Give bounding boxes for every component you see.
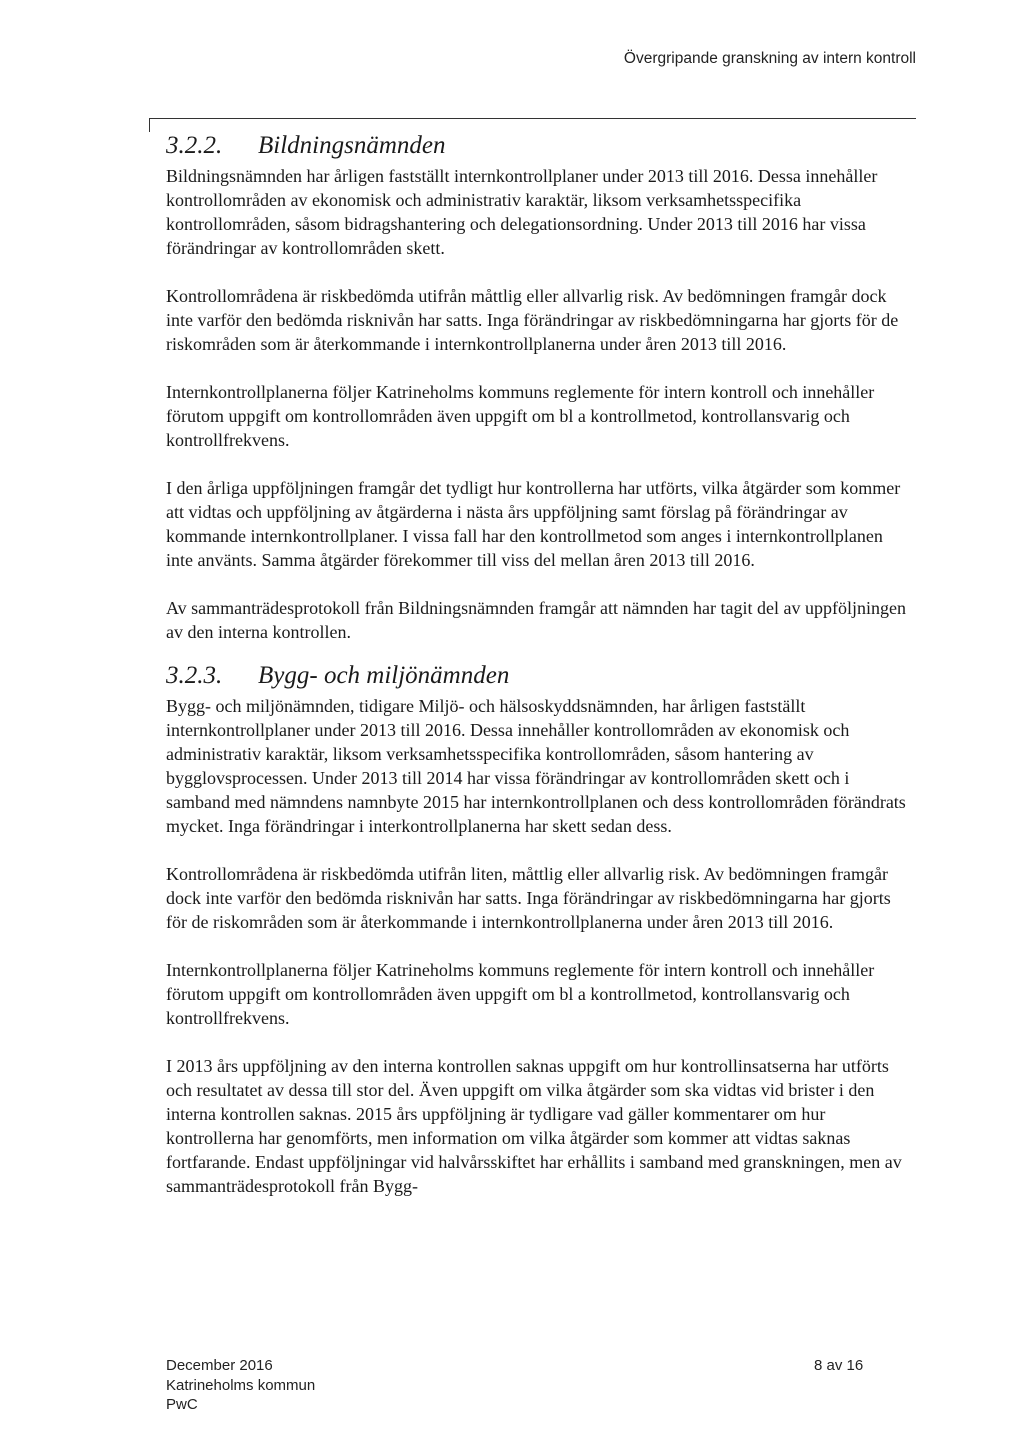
paragraph: Kontrollområdena är riskbedömda utifrån måttlig eller allvarlig risk. Av bedömningen framgår dock inte varför den bedömda risknivån har satts. Inga förändringar av riskbedömningarna har gjorts för de riskområden som är återkommande i internkontrollplanerna under åren 2013 till 2016. [166,286,899,354]
paragraph: Av sammanträdesprotokoll från Bildningsnämnden framgår att nämnden har tagit del av uppföljningen av den interna kontrollen. [166,598,906,642]
header-divider [149,118,916,119]
section-heading-3-2-2 [166,128,914,164]
paragraph: Internkontrollplanerna följer Katrineholms kommuns reglemente för intern kontroll och innehåller förutom uppgift om kontrollområden även uppgift om bl a kontrollmetod, kontrollansvarig och kontrollfrekvens. [166,382,875,450]
document-body [166,128,914,1198]
footer-company: PwC [166,1396,198,1413]
running-header: Övergripande granskning av intern kontroll [623,50,916,67]
page-footer [166,1356,866,1415]
footer-organization: Katrineholms kommun [166,1376,316,1394]
paragraph: Internkontrollplanerna följer Katrineholms kommuns reglemente för intern kontroll och innehåller förutom uppgift om kontrollområden även uppgift om bl a kontrollmetod, kontrollansvarig och kontrollfrekvens. [166,960,875,1028]
header-divider-tick [149,118,150,132]
section-title: Bygg- och miljönämnden [258,662,510,689]
paragraph: I den årliga uppföljningen framgår det tydligt hur kontrollerna har utförts, vilka åtgärder som kommer att vidtas och uppföljning av åtgärderna i nästa års uppföljning samt förslag på förändringar av kommande internkontrollplaner. I vissa fall har den kontrollmetod som anges i internkontrollplanen inte använts. Samma åtgärder förekommer till viss del mellan åren 2013 till 2016. [166,478,901,570]
page-number: 8 av 16 [814,1357,864,1374]
footer-date: December 2016 [166,1357,273,1374]
section-number: 3.2.3. [166,662,223,689]
section-heading-3-2-3 [166,658,914,694]
paragraph: I 2013 års uppföljning av den interna kontrollen saknas uppgift om hur kontrollinsatserna har utförts och resultatet av dessa till stor del. Även uppgift om vilka åtgärder som ska vidtas vid brister i den interna kontrollen saknas. 2015 års uppföljning är tydligare vad gäller kommentarer om hur kontrollerna har genomförts, men information om vilka åtgärder som kommer att vidtas saknas fortfarande. Endast uppföljningar vid halvårsskiftet har erhållits i samband med granskningen, men av sammanträdesprotokoll från Bygg- [166,1056,902,1196]
section-number: 3.2.2. [166,132,223,159]
paragraph: Bygg- och miljönämnden, tidigare Miljö- och hälsoskyddsnämnden, har årligen fastställt internkontrollplaner under 2013 till 2016. Dessa innehåller kontrollområden av ekonomisk och administrativ karaktär, liksom verksamhetsspecifika kontrollområden, såsom hantering av bygglovsprocessen. Under 2013 till 2014 har vissa förändringar av kontrollområden skett och i samband med nämndens namnbyte 2015 har internkontrollplanen och dess kontrollområden förändrats mycket. Inga förändringar i interkontrollplanerna har skett sedan dess. [166,696,906,836]
paragraph: Bildningsnämnden har årligen fastställt internkontrollplaner under 2013 till 2016. Dessa innehåller kontrollområden av ekonomisk och administrativ karaktär, liksom verksamhetsspecifika kontrollområden, såsom bidragshantering och delegationsordning. Under 2013 till 2016 har vissa förändringar av kontrollområden skett. [166,166,878,258]
paragraph: Kontrollområdena är riskbedömda utifrån liten, måttlig eller allvarlig risk. Av bedömningen framgår dock inte varför den bedömda risknivån har satts. Inga förändringar av riskbedömningarna har gjorts för de riskområden som är återkommande i internkontrollplanerna under åren 2013 till 2016. [166,864,891,932]
section-title: Bildningsnämnden [258,132,446,159]
